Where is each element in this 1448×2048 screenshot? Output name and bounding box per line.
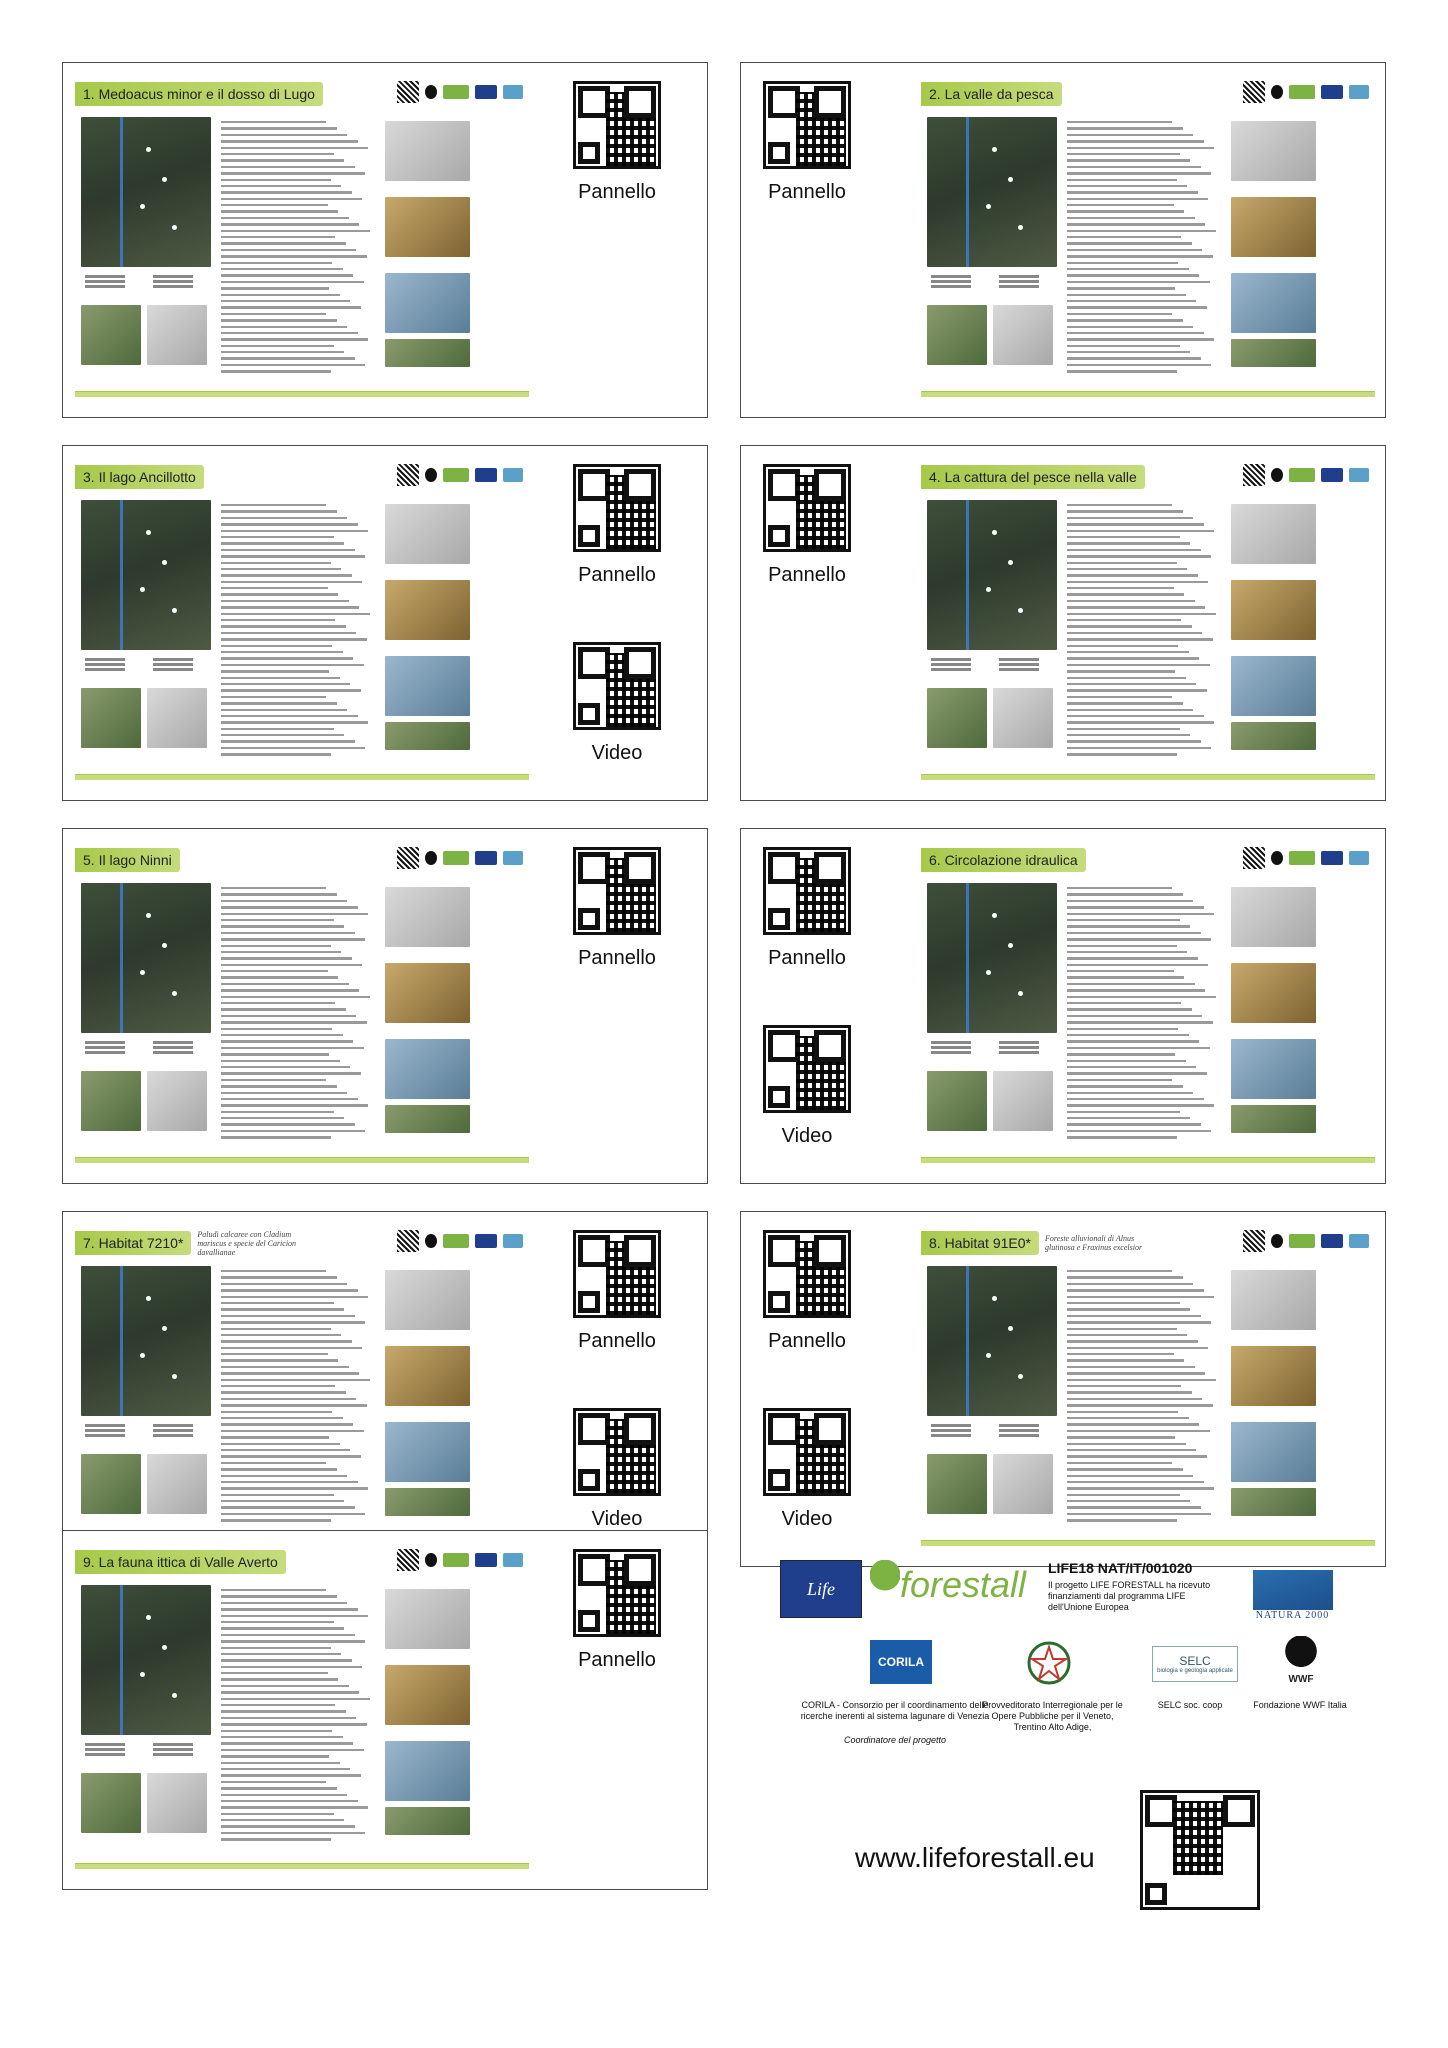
panel-logos [1243, 1230, 1369, 1252]
pannello-qr-code[interactable] [763, 464, 851, 552]
wwf-icon [1271, 468, 1283, 482]
panel-card [62, 828, 708, 1184]
panel-title: 8. Habitat 91E0* [921, 1231, 1039, 1255]
site-map [927, 117, 1057, 267]
panel-footer-bar [75, 1864, 529, 1869]
selc-tagline: biologia e geologia applicate [1157, 1668, 1233, 1674]
panel-body-text [221, 504, 371, 756]
panel-photo [927, 688, 987, 748]
panel-photo [1231, 1270, 1316, 1330]
corila-role: Coordinatore del progetto [843, 1735, 947, 1745]
panel-photo [147, 1454, 207, 1514]
pannello-label: Pannello [768, 1330, 846, 1352]
map-legend [85, 1041, 215, 1054]
panel-photo [927, 305, 987, 365]
panel-photo [385, 1105, 470, 1133]
forestall-icon [1289, 851, 1315, 865]
panel-logos [1243, 81, 1369, 103]
panel-photo [993, 305, 1053, 365]
natura-icon [503, 1553, 523, 1567]
panel-body-text [1067, 887, 1217, 1139]
selc-caption: SELC soc. coop [1157, 1700, 1223, 1710]
pannello-qr-code[interactable] [573, 847, 661, 935]
panel-photo [993, 688, 1053, 748]
panel-photo [1231, 504, 1316, 564]
info-panel [921, 843, 1375, 1169]
mini-qr-icon [1243, 81, 1265, 103]
forestall-logo-text: forestall [900, 1564, 1027, 1605]
natura-icon [1349, 1234, 1369, 1248]
panel-photo [993, 1454, 1053, 1514]
panel-photo [81, 1454, 141, 1514]
panel-photo [385, 504, 470, 564]
pannello-qr-code[interactable] [573, 81, 661, 169]
panel-photo [993, 1071, 1053, 1131]
pannello-label: Pannello [578, 947, 656, 969]
wwf-icon [425, 1234, 437, 1248]
forestall-icon [443, 1553, 469, 1567]
panel-photo [1231, 963, 1316, 1023]
natura-icon [503, 1234, 523, 1248]
wwf-icon [425, 1553, 437, 1567]
panel-photo [385, 887, 470, 947]
natura2000-text: NATURA 2000 [1255, 1609, 1330, 1621]
map-legend [85, 1743, 215, 1756]
panel-footer [75, 391, 529, 399]
panel-photo [1231, 1039, 1316, 1099]
panel-photo [147, 1071, 207, 1131]
panel-photo [1231, 121, 1316, 181]
panel-photo [1231, 887, 1316, 947]
pannello-qr-code[interactable] [573, 1549, 661, 1637]
forestall-logo [870, 1552, 1030, 1618]
panel-photo [147, 305, 207, 365]
panel-body-text [221, 887, 371, 1139]
video-label: Video [781, 1125, 833, 1147]
site-map [81, 1266, 211, 1416]
life-code: LIFE18 NAT/IT/001020 [1048, 1560, 1193, 1576]
pannello-qr-code[interactable] [763, 847, 851, 935]
panel-photo [385, 339, 470, 367]
panel-photo [81, 1773, 141, 1833]
mini-qr-icon [397, 1230, 419, 1252]
natura-icon [1349, 468, 1369, 482]
mini-qr-icon [397, 847, 419, 869]
wwf-icon [425, 851, 437, 865]
life-icon [475, 851, 497, 865]
life-icon [475, 1234, 497, 1248]
info-panel [75, 460, 529, 786]
panel-footer [75, 1157, 529, 1165]
corila-logo-text: CORILA [878, 1655, 924, 1669]
map-legend [85, 275, 215, 288]
panel-photo [385, 1589, 470, 1649]
panel-photo [385, 1488, 470, 1516]
natura2000-logo [1245, 1560, 1340, 1630]
panel-photo [385, 121, 470, 181]
panel-photo [147, 1773, 207, 1833]
map-legend [931, 275, 1061, 288]
life-icon [1321, 468, 1343, 482]
panel-body-text [1067, 504, 1217, 756]
map-legend [931, 1041, 1061, 1054]
site-map [81, 117, 211, 267]
panel-photo [385, 722, 470, 750]
panel-photo [385, 197, 470, 257]
panel-body-text [1067, 1270, 1217, 1522]
site-map [927, 500, 1057, 650]
wwf-logo-text: WWF [1288, 1673, 1314, 1685]
mini-qr-icon [1243, 464, 1265, 486]
panel-photo [1231, 656, 1316, 716]
pannello-label: Pannello [768, 564, 846, 586]
corila-logo [870, 1640, 932, 1684]
forestall-icon [443, 85, 469, 99]
panel-title: 9. La fauna ittica di Valle Averto [75, 1550, 286, 1574]
site-map [927, 883, 1057, 1033]
info-panel [75, 843, 529, 1169]
website-url[interactable]: www.lifeforestall.eu [855, 1842, 1095, 1873]
panel-photo [385, 273, 470, 333]
wwf-logo [1275, 1630, 1327, 1690]
panel-footer-bar [921, 775, 1375, 780]
panel-photo [1231, 1346, 1316, 1406]
panel-photo [81, 1071, 141, 1131]
panel-photo [385, 656, 470, 716]
natura-icon [1349, 85, 1369, 99]
panel-body-text [1067, 121, 1217, 373]
panel-title: 2. La valle da pesca [921, 82, 1062, 106]
wwf-icon [425, 468, 437, 482]
forestall-icon [1289, 85, 1315, 99]
wwf-icon [1271, 851, 1283, 865]
corila-caption: CORILA - Consorzio per il coordinamento delle ricerche inerenti al sistema lagunare di Venezia [800, 1700, 990, 1721]
panel-subtitle: Foreste alluvionali di Alnus glutinosa e Fraxinus excelsior [1044, 1234, 1143, 1252]
video-qr-code[interactable] [763, 1025, 851, 1113]
panel-title: 5. Il lago Ninni [75, 848, 180, 872]
panel-title: 1. Medoacus minor e il dosso di Lugo [75, 82, 323, 106]
panel-photo [927, 1454, 987, 1514]
panel-logos [397, 847, 523, 869]
life-eu-logo [780, 1560, 862, 1618]
natura-icon [503, 468, 523, 482]
map-legend [85, 1424, 215, 1437]
info-panel [75, 77, 529, 403]
natura-icon [503, 851, 523, 865]
forestall-icon [443, 851, 469, 865]
panel-photo [1231, 197, 1316, 257]
panel-logos [1243, 847, 1369, 869]
panel-photo [385, 1665, 470, 1725]
panel-card [62, 445, 708, 801]
panel-photo [385, 1807, 470, 1835]
info-panel [921, 1226, 1375, 1552]
life-icon [475, 1553, 497, 1567]
panel-card [740, 445, 1386, 801]
panel-title: 4. La cattura del pesce nella valle [921, 465, 1145, 489]
panel-card [62, 1211, 708, 1567]
site-map [81, 500, 211, 650]
panel-photo [1231, 1422, 1316, 1482]
website-qr-code[interactable] [1140, 1790, 1260, 1910]
mini-qr-icon [397, 81, 419, 103]
life-funding-text: Il progetto LIFE FORESTALL ha ricevuto finanziamenti dal programma LIFE dell'Unione Europea [1048, 1580, 1211, 1612]
site-map [927, 1266, 1057, 1416]
wwf-icon [1271, 85, 1283, 99]
panel-photo [81, 305, 141, 365]
panel-card [62, 1530, 708, 1890]
panel-photo [81, 688, 141, 748]
natura-icon [503, 85, 523, 99]
panel-title: 7. Habitat 7210* [75, 1231, 191, 1255]
video-label: Video [591, 1508, 643, 1530]
panel-logos [397, 1230, 523, 1252]
mini-qr-icon [1243, 1230, 1265, 1252]
panel-photo [927, 1071, 987, 1131]
video-qr-code[interactable] [573, 642, 661, 730]
panel-body-text [221, 121, 371, 373]
pannello-label: Pannello [578, 1649, 656, 1671]
panel-footer [921, 1157, 1375, 1165]
panel-card [62, 62, 708, 418]
wwf-icon [425, 85, 437, 99]
life-icon [475, 468, 497, 482]
panel-footer-bar [75, 1158, 529, 1163]
site-map [81, 1585, 211, 1735]
pannello-qr-code[interactable] [763, 81, 851, 169]
life-icon [1321, 851, 1343, 865]
panel-title: 6. Circolazione idraulica [921, 848, 1086, 872]
forestall-icon [1289, 1234, 1315, 1248]
panel-footer [75, 774, 529, 782]
panel-body-text [221, 1589, 371, 1841]
panel-logos [1243, 464, 1369, 486]
panel-logos [397, 1549, 523, 1571]
panel-footer-bar [75, 392, 529, 397]
map-legend [931, 658, 1061, 671]
panel-photo [1231, 1488, 1316, 1516]
life-icon [1321, 1234, 1343, 1248]
video-label: Video [591, 742, 643, 764]
panel-card [740, 1211, 1386, 1567]
wwf-caption: Fondazione WWF Italia [1253, 1700, 1347, 1710]
map-legend [85, 658, 215, 671]
pannello-label: Pannello [578, 1330, 656, 1352]
panel-footer-bar [921, 1158, 1375, 1163]
panel-footer [921, 391, 1375, 399]
panel-footer-bar [75, 775, 529, 780]
panel-footer [75, 1863, 529, 1871]
wwf-icon [1271, 1234, 1283, 1248]
panel-photo [1231, 580, 1316, 640]
panel-subtitle: Paludi calcaree con Cladium mariscus e specie del Caricion davallianae [197, 1229, 297, 1257]
panel-photo [385, 1741, 470, 1801]
italian-republic-emblem [1025, 1638, 1073, 1688]
provveditorato-caption: Provveditorato Interregionale per le Opere Pubbliche per il Veneto, Trentino Alto Adige, [982, 1700, 1123, 1732]
map-legend [931, 1424, 1061, 1437]
forestall-icon [443, 468, 469, 482]
forestall-icon [443, 1234, 469, 1248]
panel-photo [1231, 1105, 1316, 1133]
pannello-label: Pannello [768, 947, 846, 969]
pannello-qr-code[interactable] [573, 1230, 661, 1318]
natura-icon [1349, 851, 1369, 865]
life-logo-text: Life [806, 1578, 835, 1599]
pannello-label: Pannello [578, 181, 656, 203]
panel-title: 3. Il lago Ancillotto [75, 465, 204, 489]
panel-photo [385, 1422, 470, 1482]
panel-photo [385, 1039, 470, 1099]
selc-logo [1152, 1646, 1238, 1682]
mini-qr-icon [1243, 847, 1265, 869]
info-panel [75, 1226, 529, 1552]
selc-logo-text: SELC [1179, 1654, 1211, 1668]
pannello-qr-code[interactable] [763, 1230, 851, 1318]
panel-logos [397, 81, 523, 103]
panel-photo [385, 1270, 470, 1330]
video-label: Video [781, 1508, 833, 1530]
panel-photo [1231, 722, 1316, 750]
panel-logos [397, 464, 523, 486]
panel-photo [147, 688, 207, 748]
panel-photo [1231, 339, 1316, 367]
pannello-qr-code[interactable] [573, 464, 661, 552]
mini-qr-icon [397, 464, 419, 486]
info-panel [921, 460, 1375, 786]
panel-footer-bar [921, 392, 1375, 397]
panel-footer [921, 774, 1375, 782]
life-icon [1321, 85, 1343, 99]
panel-card [740, 62, 1386, 418]
info-panel [921, 77, 1375, 403]
panel-card [740, 828, 1386, 1184]
mini-qr-icon [397, 1549, 419, 1571]
forestall-icon [1289, 468, 1315, 482]
info-panel [75, 1545, 529, 1875]
site-map [81, 883, 211, 1033]
panel-body-text [221, 1270, 371, 1522]
panel-photo [385, 580, 470, 640]
panel-photo [1231, 273, 1316, 333]
pannello-label: Pannello [578, 564, 656, 586]
pannello-label: Pannello [768, 181, 846, 203]
video-qr-code[interactable] [573, 1408, 661, 1496]
branding-block [740, 1530, 1420, 2030]
life-icon [475, 85, 497, 99]
video-qr-code[interactable] [763, 1408, 851, 1496]
panel-photo [385, 963, 470, 1023]
panel-photo [385, 1346, 470, 1406]
